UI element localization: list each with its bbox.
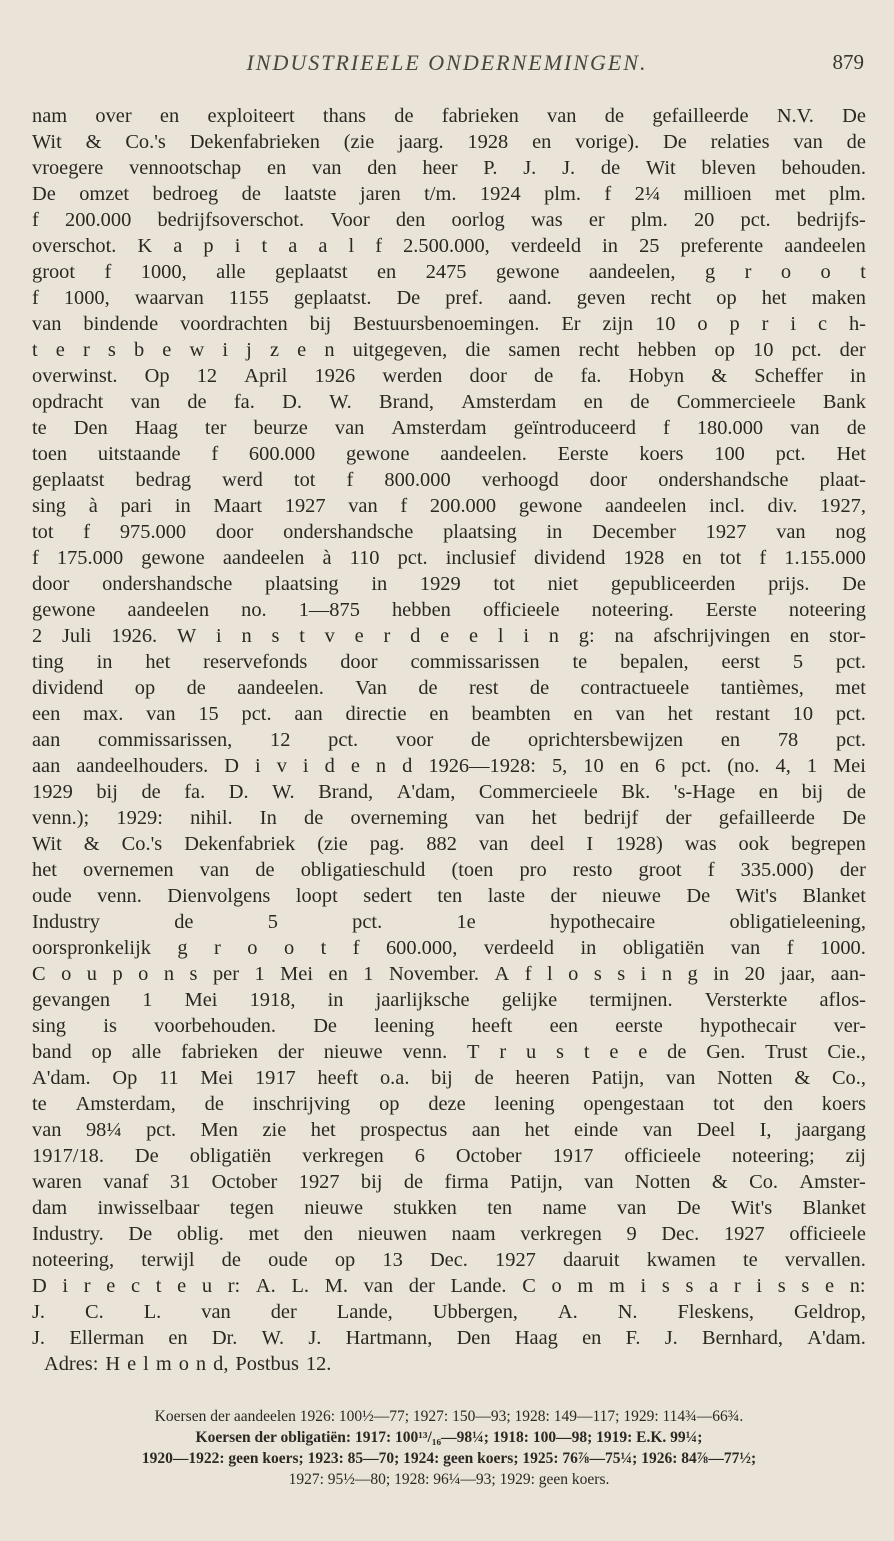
text-line: C o u p o n s per 1 Mei en 1 November. A f l o s s i n g in 20 jaar, aan- (32, 963, 866, 985)
text-line: gewone aandeelen no. 1—875 hebben officieele noteering. Eerste noteering (32, 599, 866, 621)
price-notes (34, 1406, 864, 1490)
text-line: venn.); 1929: nihil. In de overneming van het bedrijf der gefailleerde De (32, 807, 866, 829)
text-line: groot f 1000, alle geplaatst en 2475 gewone aandeelen, g r o o t (32, 261, 866, 283)
text-line: f 1000, waarvan 1155 geplaatst. De pref. aand. geven recht op het maken (32, 287, 866, 309)
running-title: INDUSTRIEELE ONDERNEMINGEN. (246, 50, 648, 75)
text-line: 2 Juli 1926. W i n s t v e r d e e l i n g: na afschrijvingen en stor- (32, 625, 866, 647)
text-line: Industry de 5 pct. 1e hypothecaire obligatieleening, (32, 911, 866, 933)
text-line: waren vanaf 31 October 1927 bij de firma Patijn, van Notten & Co. Amster- (32, 1171, 866, 1193)
text-line: geplaatst bedrag werd tot f 800.000 verhoogd door ondershandsche plaat- (32, 469, 866, 491)
text-line: van bindende voordrachten bij Bestuursbenoemingen. Er zijn 10 o p r i c h- (32, 313, 866, 335)
text-line: het overnemen van de obligatieschuld (toen pro resto groot f 335.000) der (32, 859, 866, 881)
text-line: De omzet bedroeg de laatste jaren t/m. 1924 plm. f 2¼ millioen met plm. (32, 183, 866, 205)
text-line: gevangen 1 Mei 1918, in jaarlijksche gelijke termijnen. Versterkte aflos- (32, 989, 866, 1011)
text-line: A'dam. Op 11 Mei 1917 heeft o.a. bij de heeren Patijn, van Notten & Co., (32, 1067, 866, 1089)
text-line: D i r e c t e u r: A. L. M. van der Lande. C o m m i s s a r i s s e n: (32, 1275, 866, 1297)
text-line: 1917/18. De obligatiën verkregen 6 October 1917 officieele noteering; zij (32, 1145, 866, 1167)
text-line: overwinst. Op 12 April 1926 werden door de fa. Hobyn & Scheffer in (32, 365, 866, 387)
page-header (0, 50, 894, 80)
text-line: dividend op de aandeelen. Van de rest de contractueele tantièmes, met (32, 677, 866, 699)
text-line: 1929 bij de fa. D. W. Brand, A'dam, Commercieele Bk. 's-Hage en bij de (32, 781, 866, 803)
text-line: Adres: H e l m o n d, Postbus 12. (44, 1353, 332, 1375)
bond-prices-line-1: Koersen der obligatiën: 1917: 100¹³/₁₆—98¼; 1918: 100—98; 1919: E.K. 99¼; (195, 1429, 703, 1446)
text-line: vroegere vennootschap en van den heer P. J. J. de Wit bleven behouden. (32, 157, 866, 179)
text-line: Wit & Co.'s Dekenfabrieken (zie jaarg. 1928 en vorige). De relaties van de (32, 131, 866, 153)
bond-prices-line-3: 1927: 95½—80; 1928: 96¼—93; 1929: geen koers. (288, 1471, 610, 1488)
bond-prices-line-2: 1920—1922: geen koers; 1923: 85—70; 1924: geen koers; 1925: 76⅞—75¼; 1926: 84⅞—77½; (141, 1450, 757, 1467)
text-line: nam over en exploiteert thans de fabrieken van de gefailleerde N.V. De (32, 105, 866, 127)
text-line: ting in het reservefonds door commissarissen te bepalen, eerst 5 pct. (32, 651, 866, 673)
share-prices-line: Koersen der aandeelen 1926: 100½—77; 1927: 150—93; 1928: 149—117; 1929: 114¾—66¾. (154, 1408, 744, 1425)
text-line: aan aandeelhouders. D i v i d e n d 1926—1928: 5, 10 en 6 pct. (no. 4, 1 Mei (32, 755, 866, 777)
text-line: een max. van 15 pct. aan directie en beambten en van het restant 10 pct. (32, 703, 866, 725)
text-line: sing is voorbehouden. De leening heeft een eerste hypothecair ver- (32, 1015, 866, 1037)
text-line: sing à pari in Maart 1927 van f 200.000 gewone aandeelen incl. div. 1927, (32, 495, 866, 517)
text-line: oorspronkelijk g r o o t f 600.000, verdeeld in obligatiën van f 1000. (32, 937, 866, 959)
text-line: van 98¼ pct. Men zie het prospectus aan het einde van Deel I, jaargang (32, 1119, 866, 1141)
text-line: aan commissarissen, 12 pct. voor de oprichtersbewijzen en 78 pct. (32, 729, 866, 751)
text-line: band op alle fabrieken der nieuwe venn. T r u s t e e de Gen. Trust Cie., (32, 1041, 866, 1063)
text-line: noteering, terwijl de oude op 13 Dec. 1927 daaruit kwamen te vervallen. (32, 1249, 866, 1271)
page-number: 879 (832, 50, 864, 74)
text-line: tot f 975.000 door ondershandsche plaatsing in December 1927 van nog (32, 521, 866, 543)
text-line: overschot. K a p i t a a l f 2.500.000, verdeeld in 25 preferente aandeelen (32, 235, 866, 257)
text-line: J. Ellerman en Dr. W. J. Hartmann, Den Haag en F. J. Bernhard, A'dam. (32, 1327, 866, 1349)
text-line: J. C. L. van der Lande, Ubbergen, A. N. Fleskens, Geldrop, (32, 1301, 866, 1323)
text-line: Industry. De oblig. met den nieuwen naam verkregen 9 Dec. 1927 officieele (32, 1223, 866, 1245)
text-line: f 175.000 gewone aandeelen à 110 pct. inclusief dividend 1928 en tot f 1.155.000 (32, 547, 866, 569)
text-line: te Amsterdam, de inschrijving op deze leening opengestaan tot den koers (32, 1093, 866, 1115)
text-line: Wit & Co.'s Dekenfabriek (zie pag. 882 van deel I 1928) was ook begrepen (32, 833, 866, 855)
text-line: dam inwisselbaar tegen nieuwe stukken ten name van De Wit's Blanket (32, 1197, 866, 1219)
text-line: toen uitstaande f 600.000 gewone aandeelen. Eerste koers 100 pct. Het (32, 443, 866, 465)
body-text (32, 103, 866, 1377)
text-line: t e r s b e w i j z e n uitgegeven, die samen recht hebben op 10 pct. der (32, 339, 866, 361)
text-line: door ondershandsche plaatsing in 1929 tot niet gepubliceerden prijs. De (32, 573, 866, 595)
text-line: opdracht van de fa. D. W. Brand, Amsterdam en de Commercieele Bank (32, 391, 866, 413)
text-line: te Den Haag ter beurze van Amsterdam geïntroduceerd f 180.000 van de (32, 417, 866, 439)
text-line: f 200.000 bedrijfsoverschot. Voor den oorlog was er plm. 20 pct. bedrijfs- (32, 209, 866, 231)
text-line: oude venn. Dienvolgens loopt sedert ten laste der nieuwe De Wit's Blanket (32, 885, 866, 907)
